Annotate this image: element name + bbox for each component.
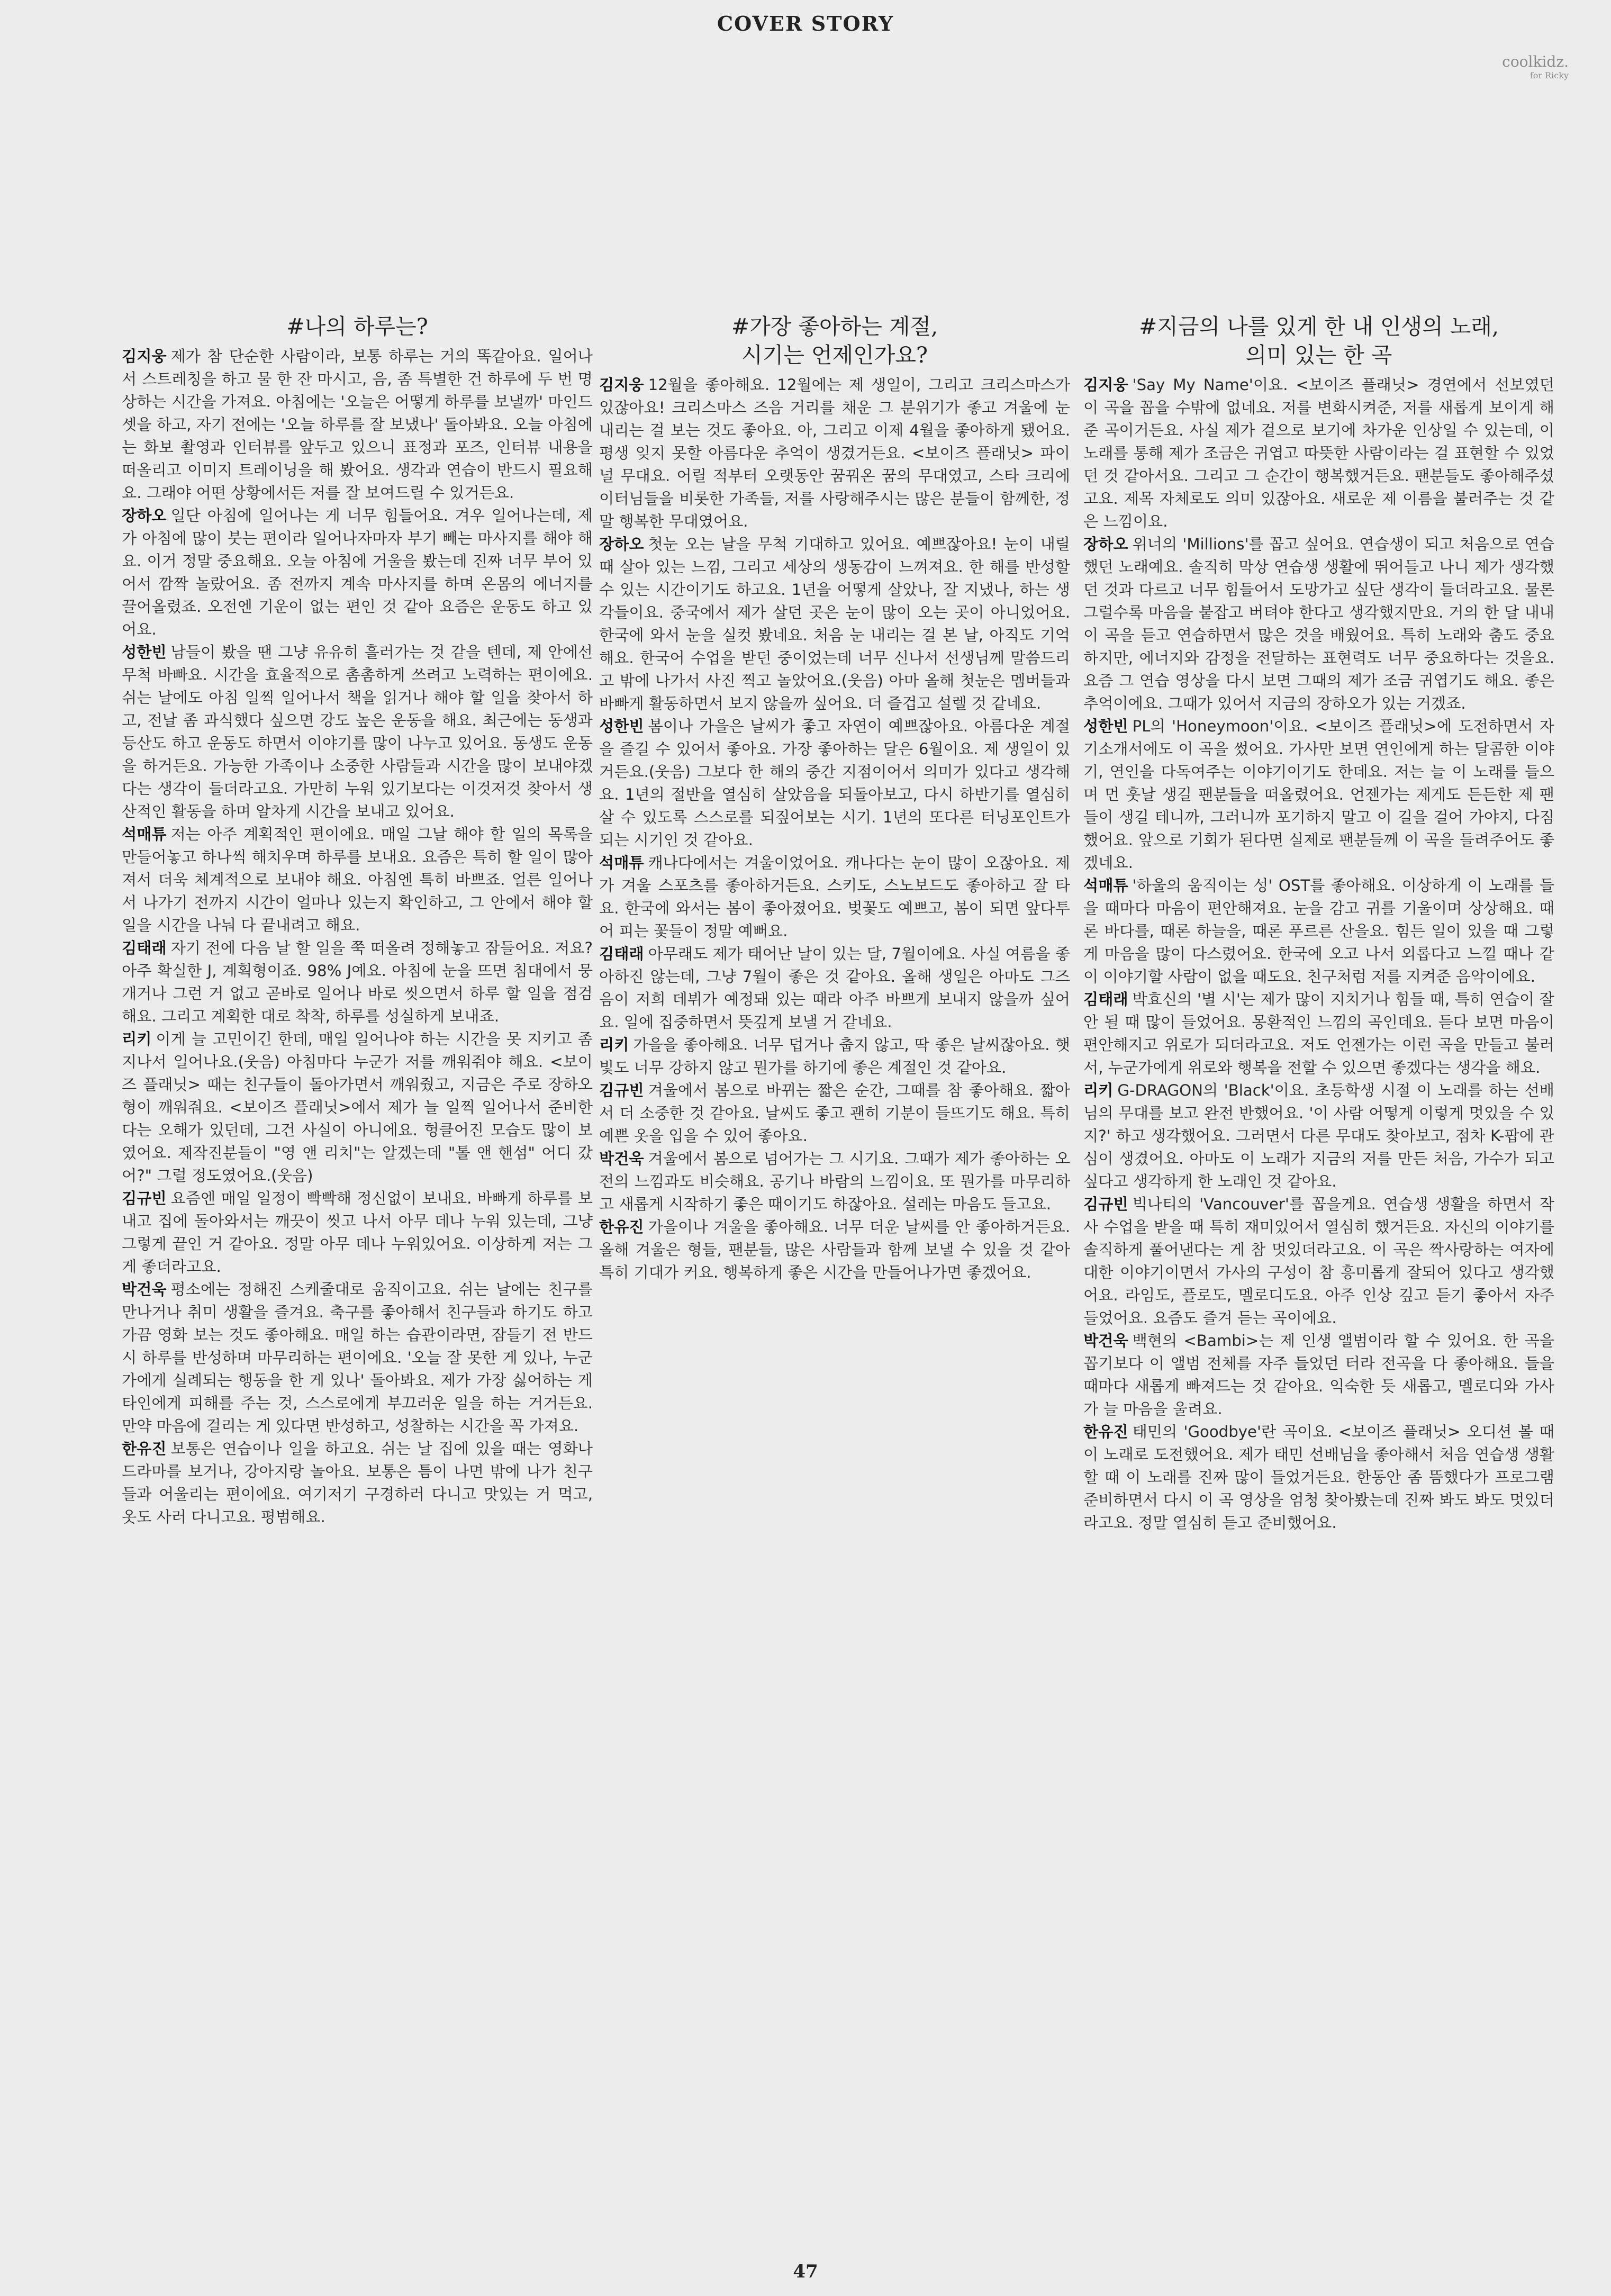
answer-text: 'Say My Name'이요. <보이즈 플래닛> 경연에서 선보였던 이 곡을 꼽을 수밖에 없네요. 저를 변화시켜준, 저를 새롭게 보이게 해준 곡이거든요. 사실 제가 겉으로 보기에 차가운 인상일 수 있는데, 이 노래를 통해 제가 조금은 귀엽고 따뜻한 사람이라는 걸 표현할 수 있었던 것 같아서요. 그리고 그 순간이 행복했거든요. 팬분들도 좋아해주셨고요. 제목 자체로도 의미 있잖아요. 새로운 제 이름을 불러주는 것 같은 느낌이요.: [1083, 376, 1554, 530]
column-favorite-season: [599, 312, 1070, 1284]
answer-text: 제가 참 단순한 사람이라, 보통 하루는 거의 똑같아요. 일어나서 스트레칭을 하고 물 한 잔 마시고, 음, 좀 특별한 건 하루에 두 번 명상하는 시간을 가져요. 아침에는 '오늘은 어떻게 하루를 보낼까' 마인드셋을 하고, 자기 전에는 '오늘 하루를 잘 보냈나' 돌아봐요. 오늘 아침에는 화보 촬영과 인터뷰를 앞두고 있으니 표정과 포즈, 인터뷰 내용을 떠올리고 이미지 트레이닝을 해 봤어요. 생각과 연습이 반드시 필요해요. 그래야 어떤 상황에서든 저를 잘 보여드릴 수 있거든요.: [122, 347, 593, 502]
answer-paragraph: [122, 641, 593, 823]
speaker-name: 석매튜: [122, 825, 167, 843]
column-title-line: 의미 있는 한 곡: [1245, 342, 1392, 368]
speaker-name: 장하오: [122, 507, 167, 525]
speaker-name: 한유진: [122, 1440, 167, 1458]
answer-paragraph: [122, 504, 593, 641]
speaker-name: 한유진: [599, 1218, 644, 1236]
answer-text: 봄이나 가을은 날씨가 좋고 자연이 예쁘잖아요. 아름다운 계절을 즐길 수 있어서 좋아요. 가장 좋아하는 달은 6월이요. 제 생일이 있거든요.(웃음) 그보다 한 해의 중간 지점이어서 의미가 있다고 생각해요. 1년의 절반을 열심히 살았음을 되돌아보고, 다시 하반기를 열심히 살 수 있도록 스스로를 되짚어보는 시기. 1년의 또다른 터닝포인트가 되는 시기인 것 같아요.: [599, 717, 1070, 849]
speaker-name: 석매튜: [599, 854, 644, 872]
column-daily-routine: [122, 312, 593, 1529]
answer-paragraph: [1083, 1421, 1554, 1534]
speaker-name: 김규빈: [1083, 1195, 1128, 1213]
answer-paragraph: [599, 533, 1070, 715]
answer-text: 백현의 <Bambi>는 제 인생 앨범이라 할 수 있어요. 한 곡을 꼽기보다 이 앨범 전체를 자주 들었던 터라 전곡을 다 좋아해요. 들을 때마다 새롭게 빠져드는 것 같아요. 익숙한 듯 새롭고, 멜로디와 가사가 늘 마음을 울려요.: [1083, 1332, 1554, 1418]
answer-paragraph: [1083, 1330, 1554, 1421]
speaker-name: 한유진: [1083, 1423, 1128, 1441]
column-title-line: #지금의 나를 있게 한 내 인생의 노래,: [1138, 314, 1499, 339]
answer-paragraph: [1083, 1193, 1554, 1330]
speaker-name: 김태래: [122, 939, 167, 957]
answer-paragraph: [1083, 988, 1554, 1079]
credit-line-2: for Ricky: [1529, 70, 1569, 80]
answer-text: 캐나다에서는 겨울이었어요. 캐나다는 눈이 많이 오잖아요. 제가 겨울 스포츠를 좋아하거든요. 스키도, 스노보드도 좋아하고 잘 타요. 한국에 와서는 봄이 좋아졌어요. 벚꽃도 예쁘고, 봄이 되면 앞다투어 피는 꽃들이 정말 예뻐요.: [599, 854, 1070, 940]
speaker-name: 박건욱: [1083, 1332, 1128, 1350]
answer-text: 위너의 'Millions'를 꼽고 싶어요. 연습생이 되고 처음으로 연습했던 노래예요. 솔직히 막상 연습생 생활에 뛰어들고 나니 제가 생각했던 것과 다르고 너무 힘들어서 도망가고 싶단 생각이 들더라고요. 물론 그럴수록 마음을 붙잡고 버텨야 한다고 생각했지만요. 거의 한 달 내내 이 곡을 듣고 연습하면서 많은 것을 배웠어요. 특히 노래와 춤도 중요하지만, 에너지와 감정을 전달하는 표현력도 너무 중요하다는 것을요. 요즘 그 연습 영상을 다시 보면 그때의 제가 조금 귀엽기도 해요. 좋은 추억이에요. 그때가 있어서 지금의 장하오가 있는 거겠죠.: [1083, 535, 1554, 712]
answer-text: 겨울에서 봄으로 넘어가는 그 시기요. 그때가 제가 좋아하는 오전의 느낌과도 비슷해요. 공기나 바람의 느낌이요. 또 뭔가를 마무리하고 새롭게 시작하기 좋은 때이기도 하잖아요. 설레는 마음도 들고요.: [599, 1150, 1070, 1213]
answer-text: 겨울에서 봄으로 바뀌는 짧은 순간, 그때를 참 좋아해요. 짧아서 더 소중한 것 같아요. 날씨도 좋고 괜히 기분이 들뜨기도 해요. 특히 예쁜 옷을 입을 수 있어 좋아요.: [599, 1081, 1070, 1145]
answer-text: 자기 전에 다음 날 할 일을 쭉 떠올려 정해놓고 잠들어요. 저요? 아주 확실한 J, 계획형이죠. 98% J예요. 아침에 눈을 뜨면 침대에서 뭉개거나 그런 거 없고 곧바로 일어나 바로 씻으면서 하루 할 일을 점검해요. 그리고 계획한 대로 착착, 하루를 성실하게 보내죠.: [122, 939, 593, 1025]
speaker-name: 성한빈: [1083, 717, 1128, 735]
speaker-name: 성한빈: [122, 643, 167, 661]
answer-text: 보통은 연습이나 일을 하고요. 쉬는 날 집에 있을 때는 영화나 드라마를 보거나, 강아지랑 놀아요. 보통은 틈이 나면 밖에 나가 친구들과 어울리는 편이에요. 여기저기 구경하러 다니고 맛있는 거 먹고, 옷도 사러 다니고요. 평범해요.: [122, 1440, 593, 1526]
answer-paragraph: [122, 1438, 593, 1529]
answer-text: 첫눈 오는 날을 무척 기대하고 있어요. 예쁘잖아요! 눈이 내릴 때 살아 있는 느낌, 그리고 세상의 생동감이 느껴져요. 한 해를 반성할 수 있는 시간이기도 하고요. 1년을 어떻게 살았나, 잘 지냈나, 하는 생각들이요. 중국에서 제가 살던 곳은 눈이 많이 오는 곳이 아니었어요. 한국에 와서 눈을 실컷 봤네요. 처음 눈 내리는 걸 본 날, 아직도 기억해요. 한국어 수업을 받던 중이었는데 너무 신나서 선생님께 말씀드리고 밖에 나가서 사진 찍고 놀았어요.(웃음) 아마 올해 첫눈은 멤버들과 바빠게 활동하면서 보지 않을까 싶어요. 더 즐겁고 설렐 것 같네요.: [599, 535, 1070, 712]
column-title: [1083, 312, 1554, 369]
section-header: COVER STORY: [717, 12, 894, 35]
column-title: [122, 312, 593, 341]
answer-text: 가을을 좋아해요. 너무 덥거나 춥지 않고, 딱 좋은 날씨잖아요. 햇빛도 너무 강하지 않고 뭔가를 하기에 좋은 계절인 것 같아요.: [599, 1036, 1070, 1077]
answer-text: 요즘엔 매일 일정이 빡빡해 정신없이 보내요. 바빠게 하루를 보내고 집에 돌아와서는 깨끗이 씻고 나서 아무 데나 누워 있는데, 그냥 그렇게 끝인 거 같아요. 정말 아무 데나 누워있어요. 이상하게 저는 그게 좋더라고요.: [122, 1189, 593, 1276]
speaker-name: 리키: [1083, 1081, 1114, 1099]
answer-paragraph: [122, 937, 593, 1028]
speaker-name: 김규빈: [122, 1189, 167, 1207]
column-title-line: #가장 좋아하는 계절,: [731, 314, 938, 339]
answer-paragraph: [599, 852, 1070, 943]
speaker-name: 김규빈: [599, 1081, 644, 1099]
speaker-name: 리키: [599, 1036, 629, 1054]
answer-paragraph: [1083, 374, 1554, 533]
answer-text: 태민의 'Goodbye'란 곡이요. <보이즈 플래닛> 오디션 볼 때 이 노래로 도전했어요. 제가 태민 선배님을 좋아해서 처음 연습생 생활할 때 이 노래를 진짜 많이 들었거든요. 한동안 좀 뜸했다가 프로그램 준비하면서 다시 이 곡 영상을 엄청 찾아봤는데 진짜 봐도 봐도 멋있더라고요. 정말 열심히 듣고 준비했어요.: [1083, 1423, 1554, 1532]
answer-text: PL의 'Honeymoon'이요. <보이즈 플래닛>에 도전하면서 자기소개서에도 이 곡을 썼어요. 가사만 보면 연인에게 하는 달콤한 이야기, 연인을 다독여주는 이야기이기도 한데요. 저는 늘 이 노래를 들으며 먼 훗날 생길 팬분들을 떠올렸어요. 언젠가는 제게도 든든한 제 팬들이 생길 테니까, 그러니까 포기하지 말고 이 길을 걸어 가야지, 다짐했어요. 앞으로 기회가 된다면 실제로 팬분들께 이 곡을 들려주어도 좋겠네요.: [1083, 717, 1554, 872]
column-title: [599, 312, 1070, 369]
answer-paragraph: [1083, 715, 1554, 874]
answer-text: 아무래도 제가 태어난 날이 있는 달, 7월이에요. 사실 여름을 좋아하진 않는데, 그냥 7월이 좋은 것 같아요. 올해 생일은 아마도 그즈음이 저희 데뷔가 예정돼 있는 때라 아주 바쁘게 보내지 않을까 싶어요. 일에 집중하면서 뜻깊게 보낼 거 같네요.: [599, 945, 1070, 1031]
answer-paragraph: [599, 1216, 1070, 1284]
answer-paragraph: [122, 1278, 593, 1438]
answer-paragraph: [1083, 1079, 1554, 1193]
speaker-name: 김태래: [599, 945, 644, 963]
answer-text: '하울의 움직이는 성' OST를 좋아해요. 이상하게 이 노래를 들을 때마다 마음이 편안해져요. 눈을 감고 귀를 기울이며 상상해요. 때론 바다를, 때론 하늘을, 때론 푸르른 산을요. 힘든 일이 있을 때 그렇게 마음을 많이 다스렸어요. 한국에 오고 나서 외롭다고 느낄 때나 같이 이야기할 사람이 없을 때도요. 친구처럼 저를 지켜준 음악이에요.: [1083, 876, 1554, 986]
answer-text: 빅나티의 'Vancouver'를 꼽을게요. 연습생 생활을 하면서 작사 수업을 받을 때 특히 재미있어서 열심히 했거든요. 자신의 이야기를 솔직하게 풀어낸다는 게 참 멋있더라고요. 이 곡은 짝사랑하는 여자에 대한 이야기이면서 가사의 구성이 참 흥미롭게 잘되어 있다고 생각했어요. 라임도, 플로도, 멜로디도요. 아주 인상 깊고 듣기 좋아서 자주 들었어요. 요즘도 즐겨 듣는 곡이에요.: [1083, 1195, 1554, 1327]
speaker-name: 박건욱: [599, 1150, 644, 1168]
photo-credit: [1502, 53, 1569, 80]
speaker-name: 석매튜: [1083, 876, 1128, 894]
speaker-name: 리키: [122, 1030, 152, 1048]
answer-paragraph: [599, 1034, 1070, 1079]
answer-text: 이게 늘 고민이긴 한데, 매일 일어나야 하는 시간을 못 지키고 좀 지나서 일어나요.(웃음) 아침마다 누군가 저를 깨워줘야 해요. <보이즈 플래닛> 때는 친구들이 돌아가면서 깨워줬고, 지금은 주로 장하오 형이 깨워줘요. <보이즈 플래닛>에서 제가 늘 일찍 일어나서 준비한다는 오해가 있던데, 그건 사실이 아니에요. 헝클어진 모습도 많이 보였어요. 제작진분들이 "영 앤 리치"는 알겠는데 "톨 앤 핸섬" 어디 갔어?" 그럴 정도였어요.(웃음): [122, 1030, 593, 1185]
speaker-name: 김지웅: [122, 347, 167, 365]
column-title-line: #나의 하루는?: [286, 314, 428, 339]
answer-paragraph: [599, 1147, 1070, 1216]
speaker-name: 장하오: [599, 535, 644, 553]
speaker-name: 김지웅: [599, 376, 644, 394]
answer-paragraph: [599, 943, 1070, 1034]
answer-paragraph: [122, 1187, 593, 1278]
answer-paragraph: [122, 823, 593, 937]
answer-paragraph: [1083, 874, 1554, 988]
column-life-song: [1083, 312, 1554, 1534]
answer-paragraph: [1083, 533, 1554, 715]
column-title-line: 시기는 언제인가요?: [741, 342, 928, 368]
answer-paragraph: [599, 1079, 1070, 1147]
speaker-name: 김태래: [1083, 990, 1128, 1008]
answer-text: 일단 아침에 일어나는 게 너무 힘들어요. 겨우 일어나는데, 제가 아침에 많이 붓는 편이라 일어나자마자 부기 빼는 마사지를 해야 해요. 이거 정말 중요해요. 오늘 아침에 거울을 봤는데 진짜 너무 부어 있어서 깜짝 놀랐어요. 좀 전까지 계속 마사지를 하며 온몸의 에너지를 끌어올렸죠. 오전엔 기운이 없는 편인 것 같아 요즘은 운동도 하고 있어요.: [122, 507, 593, 638]
speaker-name: 성한빈: [599, 717, 644, 735]
answer-paragraph: [599, 715, 1070, 852]
speaker-name: 박건욱: [122, 1280, 167, 1298]
credit-line-1: coolkidz.: [1502, 53, 1569, 70]
answer-paragraph: [599, 374, 1070, 533]
answer-text: 12월을 좋아해요. 12월에는 제 생일이, 그리고 크리스마스가 있잖아요! 크리스마스 즈음 거리를 채운 그 분위기가 좋고 겨울에 눈 내리는 걸 보는 것도 좋아요. 아, 그리고 이제 4월을 좋아하게 됐어요. 평생 잊지 못할 아름다운 추억이 생겼거든요. <보이즈 플래닛> 파이널 무대요. 어릴 적부터 오랫동안 꿈꿔온 꿈의 무대였고, 스타 크리에이터님들을 비롯한 가족들, 저를 사랑해주시는 많은 분들이 함께한, 정말 행복한 무대였어요.: [599, 376, 1070, 530]
answer-text: 박효신의 '별 시'는 제가 많이 지치거나 힘들 때, 특히 연습이 잘 안 될 때 많이 들었어요. 몽환적인 느낌의 곡인데요. 듣다 보면 마음이 편안해지고 위로가 되더라고요. 저도 언젠가는 이런 곡을 만들고 불러서, 누군가에게 위로와 행복을 전할 수 있으면 좋겠다는 생각을 해요.: [1083, 990, 1554, 1077]
answer-text: 저는 아주 계획적인 편이에요. 매일 그날 해야 할 일의 목록을 만들어놓고 하나씩 해치우며 하루를 보내요. 요즘은 특히 할 일이 많아져서 더욱 체계적으로 보내야 해요. 아침엔 특히 바쁘죠. 얼른 일어나서 나가기 전까지 시간이 얼마나 있는지 확인하고, 그 안에서 해야 할 일을 시간을 나눠 다 끝내려고 해요.: [122, 825, 593, 934]
answer-paragraph: [122, 1028, 593, 1187]
page-number: 47: [793, 2261, 818, 2282]
speaker-name: 장하오: [1083, 535, 1128, 553]
answer-text: G-DRAGON의 'Black'이요. 초등학생 시절 이 노래를 하는 선배님의 무대를 보고 완전 반했어요. '이 사람 어떻게 이렇게 멋있을 수 있지?' 하고 생각했어요. 그러면서 다른 무대도 찾아보고, 점차 K-팝에 관심이 생겼어요. 아마도 이 노래가 지금의 저를 만든 처음, 가수가 되고 싶다고 생각하게 한 노래인 것 같아요.: [1083, 1081, 1554, 1190]
answer-text: 남들이 봤을 땐 그냥 유유히 흘러가는 것 같을 텐데, 제 안에선 무척 바빠요. 시간을 효율적으로 촘촘하게 쓰려고 노력하는 편이에요. 쉬는 날에도 아침 일찍 일어나서 책을 읽거나 해야 할 일을 찾아서 하고, 전날 좀 과식했다 싶으면 강도 높은 운동을 해요. 최근에는 동생과 등산도 하고 운동도 하면서 이야기를 많이 나누고 있어요. 동생도 운동을 하거든요. 가능한 가족이나 소중한 사람들과 시간을 많이 보내야겠다는 생각이 들더라고요. 가만히 누워 있기보다는 이것저것 찾아서 생산적인 활동을 하며 알차게 시간을 보내고 있어요.: [122, 643, 593, 820]
speaker-name: 김지웅: [1083, 376, 1128, 394]
answer-paragraph: [122, 345, 593, 504]
answer-text: 가을이나 겨울을 좋아해요. 너무 더운 날씨를 안 좋아하거든요. 올해 겨울은 형들, 팬분들, 많은 사람들과 함께 보낼 수 있을 것 같아 특히 기대가 커요. 행복하게 좋은 시간을 만들어나가면 좋겠어요.: [599, 1218, 1070, 1281]
answer-text: 평소에는 정해진 스케줄대로 움직이고요. 쉬는 날에는 친구를 만나거나 취미 생활을 즐겨요. 축구를 좋아해서 친구들과 하기도 하고 가끔 영화 보는 것도 좋아해요. 매일 하는 습관이라면, 잠들기 전 반드시 하루를 반성하며 마무리하는 편이에요. '오늘 잘 못한 게 있나, 누군가에게 실례되는 행동을 한 게 있나' 돌아봐요. 제가 가장 싫어하는 게 타인에게 피해를 주는 것, 스스로에게 부끄러운 일을 하는 거거든요. 만약 마음에 걸리는 게 있다면 반성하고, 성찰하는 시간을 꼭 가져요.: [122, 1280, 593, 1435]
